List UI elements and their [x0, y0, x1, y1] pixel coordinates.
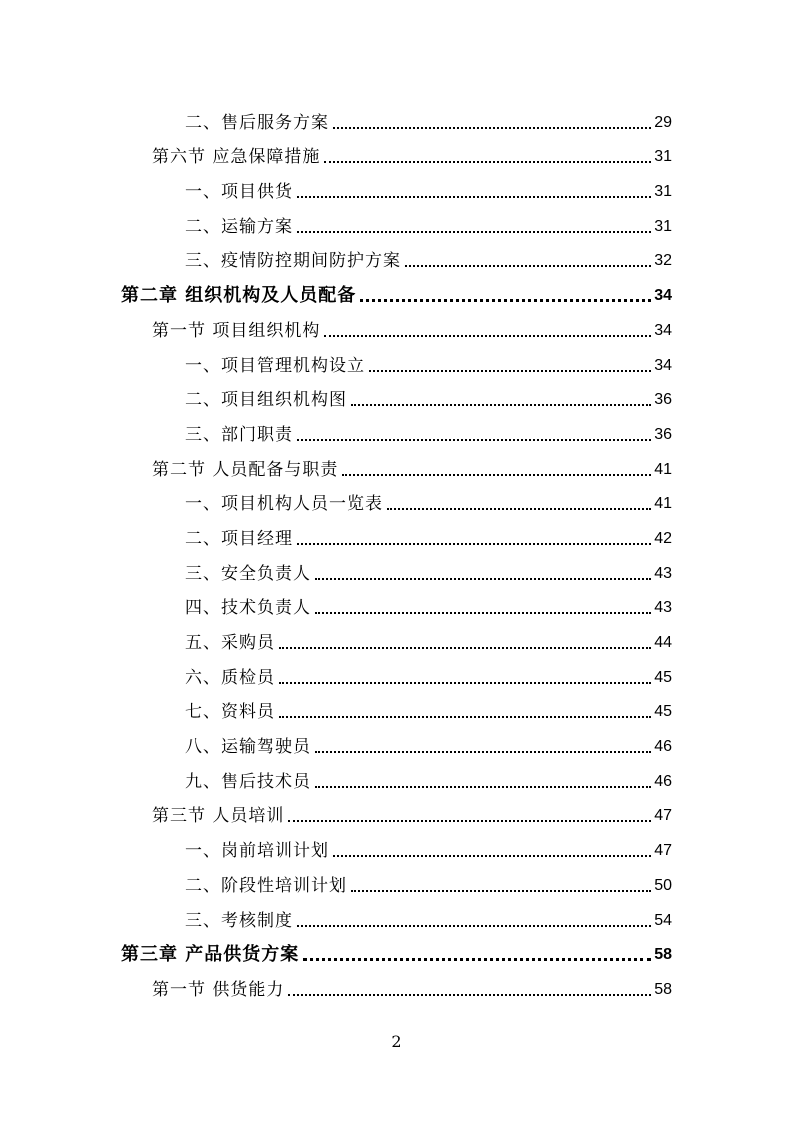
toc-entry-title: 三、部门职责: [185, 424, 293, 445]
toc-subsection-entry[interactable]: [0, 481, 793, 516]
toc-entry-title: 二、项目组织机构图: [185, 390, 347, 411]
toc-dot-leader: [279, 682, 651, 684]
toc-entry-title: 二、项目经理: [185, 528, 293, 549]
toc-section-entry[interactable]: [0, 793, 793, 828]
toc-entry-title: 三、疫情防控期间防护方案: [185, 251, 401, 272]
toc-entry-title: 三、安全负责人: [185, 563, 311, 584]
toc-subsection-entry[interactable]: [0, 238, 793, 273]
toc-subsection-entry[interactable]: [0, 585, 793, 620]
toc-subsection-entry[interactable]: [0, 168, 793, 203]
toc-subsection-entry[interactable]: [0, 897, 793, 932]
toc-entry-page: 41: [654, 495, 672, 513]
toc-entry-title: 第二节 人员配备与职责: [152, 459, 339, 480]
toc-dot-leader: [315, 786, 651, 788]
toc-entry-page: 31: [654, 183, 672, 201]
toc-dot-leader: [351, 404, 651, 406]
toc-dot-leader: [342, 474, 651, 476]
toc-dot-leader: [315, 751, 651, 753]
table-of-contents: [0, 99, 793, 1001]
toc-entry-title: 第三节 人员培训: [152, 806, 285, 827]
toc-entry-page: 43: [654, 564, 672, 582]
toc-entry-title: 七、资料员: [185, 702, 275, 723]
toc-entry-page: 34: [654, 321, 672, 339]
toc-entry-page: 45: [654, 668, 672, 686]
toc-subsection-entry[interactable]: [0, 550, 793, 585]
toc-dot-leader: [360, 299, 651, 302]
toc-entry-page: 54: [654, 911, 672, 929]
toc-subsection-entry[interactable]: [0, 515, 793, 550]
toc-entry-page: 31: [654, 148, 672, 166]
toc-entry-title: 一、岗前培训计划: [185, 841, 329, 862]
toc-entry-page: 46: [654, 772, 672, 790]
toc-subsection-entry[interactable]: [0, 689, 793, 724]
toc-subsection-entry[interactable]: [0, 862, 793, 897]
toc-subsection-entry[interactable]: [0, 377, 793, 412]
toc-subsection-entry[interactable]: [0, 619, 793, 654]
toc-entry-page: 44: [654, 634, 672, 651]
toc-dot-leader: [405, 265, 651, 267]
toc-entry-page: 50: [654, 876, 672, 894]
toc-entry-title: 五、采购员: [185, 633, 275, 653]
toc-dot-leader: [333, 855, 651, 857]
toc-section-entry[interactable]: [0, 446, 793, 481]
toc-entry-page: 58: [654, 980, 672, 998]
toc-entry-title: 八、运输驾驶员: [185, 737, 311, 758]
toc-entry-page: 31: [654, 217, 672, 235]
toc-section-entry[interactable]: [0, 307, 793, 342]
toc-entry-page: 47: [654, 842, 672, 860]
toc-dot-leader: [297, 196, 651, 198]
toc-entry-page: 36: [654, 391, 672, 409]
page-number: 2: [391, 1032, 402, 1051]
toc-dot-leader: [288, 820, 651, 822]
toc-entry-page: 34: [654, 287, 672, 305]
toc-entry-title: 第一节 项目组织机构: [152, 320, 321, 341]
toc-entry-title: 第一节 供货能力: [152, 979, 285, 1000]
toc-chapter-entry[interactable]: [0, 272, 793, 307]
toc-dot-leader: [303, 958, 651, 961]
toc-section-entry[interactable]: [0, 966, 793, 1001]
toc-dot-leader: [279, 647, 651, 649]
toc-section-entry[interactable]: [0, 134, 793, 169]
toc-dot-leader: [351, 890, 651, 892]
toc-subsection-entry[interactable]: [0, 654, 793, 689]
toc-entry-title: 第二章 组织机构及人员配备: [121, 285, 357, 307]
toc-entry-page: 41: [654, 460, 672, 478]
toc-dot-leader: [297, 543, 651, 545]
toc-dot-leader: [333, 127, 651, 129]
toc-entry-title: 二、阶段性培训计划: [185, 875, 347, 896]
toc-dot-leader: [279, 716, 651, 718]
toc-dot-leader: [297, 925, 651, 927]
toc-entry-page: 34: [654, 356, 672, 374]
toc-entry-page: 43: [654, 599, 672, 617]
toc-dot-leader: [324, 335, 651, 337]
toc-entry-title: 二、运输方案: [185, 216, 293, 237]
toc-entry-page: 32: [654, 252, 672, 270]
toc-subsection-entry[interactable]: [0, 203, 793, 238]
toc-entry-page: 46: [654, 738, 672, 756]
toc-dot-leader: [324, 161, 651, 163]
toc-chapter-entry[interactable]: [0, 932, 793, 967]
toc-subsection-entry[interactable]: [0, 411, 793, 446]
toc-dot-leader: [297, 439, 651, 441]
toc-entry-title: 二、售后服务方案: [185, 112, 329, 133]
toc-entry-title: 四、技术负责人: [185, 598, 311, 619]
toc-dot-leader: [387, 508, 651, 510]
toc-entry-page: 36: [654, 425, 672, 443]
toc-dot-leader: [297, 231, 651, 233]
toc-dot-leader: [288, 994, 651, 996]
toc-entry-page: 29: [654, 113, 672, 131]
toc-entry-title: 九、售后技术员: [185, 771, 311, 792]
toc-entry-title: 一、项目供货: [185, 182, 293, 203]
toc-entry-title: 六、质检员: [185, 667, 275, 688]
toc-dot-leader: [369, 370, 651, 372]
toc-entry-title: 三、考核制度: [185, 910, 293, 931]
toc-entry-title: 一、项目管理机构设立: [185, 355, 365, 376]
toc-entry-title: 第六节 应急保障措施: [152, 147, 321, 168]
toc-entry-title: 第三章 产品供货方案: [121, 944, 300, 966]
toc-entry-page: 42: [654, 529, 672, 547]
toc-entry-page: 45: [654, 703, 672, 721]
toc-subsection-entry[interactable]: [0, 758, 793, 793]
toc-entry-page: 58: [654, 946, 672, 964]
toc-entry-title: 一、项目机构人员一览表: [185, 494, 383, 515]
toc-dot-leader: [315, 578, 651, 580]
toc-subsection-entry[interactable]: [0, 99, 793, 134]
toc-subsection-entry[interactable]: [0, 723, 793, 758]
toc-subsection-entry[interactable]: [0, 827, 793, 862]
toc-entry-page: 47: [654, 807, 672, 825]
toc-dot-leader: [315, 612, 651, 614]
toc-subsection-entry[interactable]: [0, 342, 793, 377]
